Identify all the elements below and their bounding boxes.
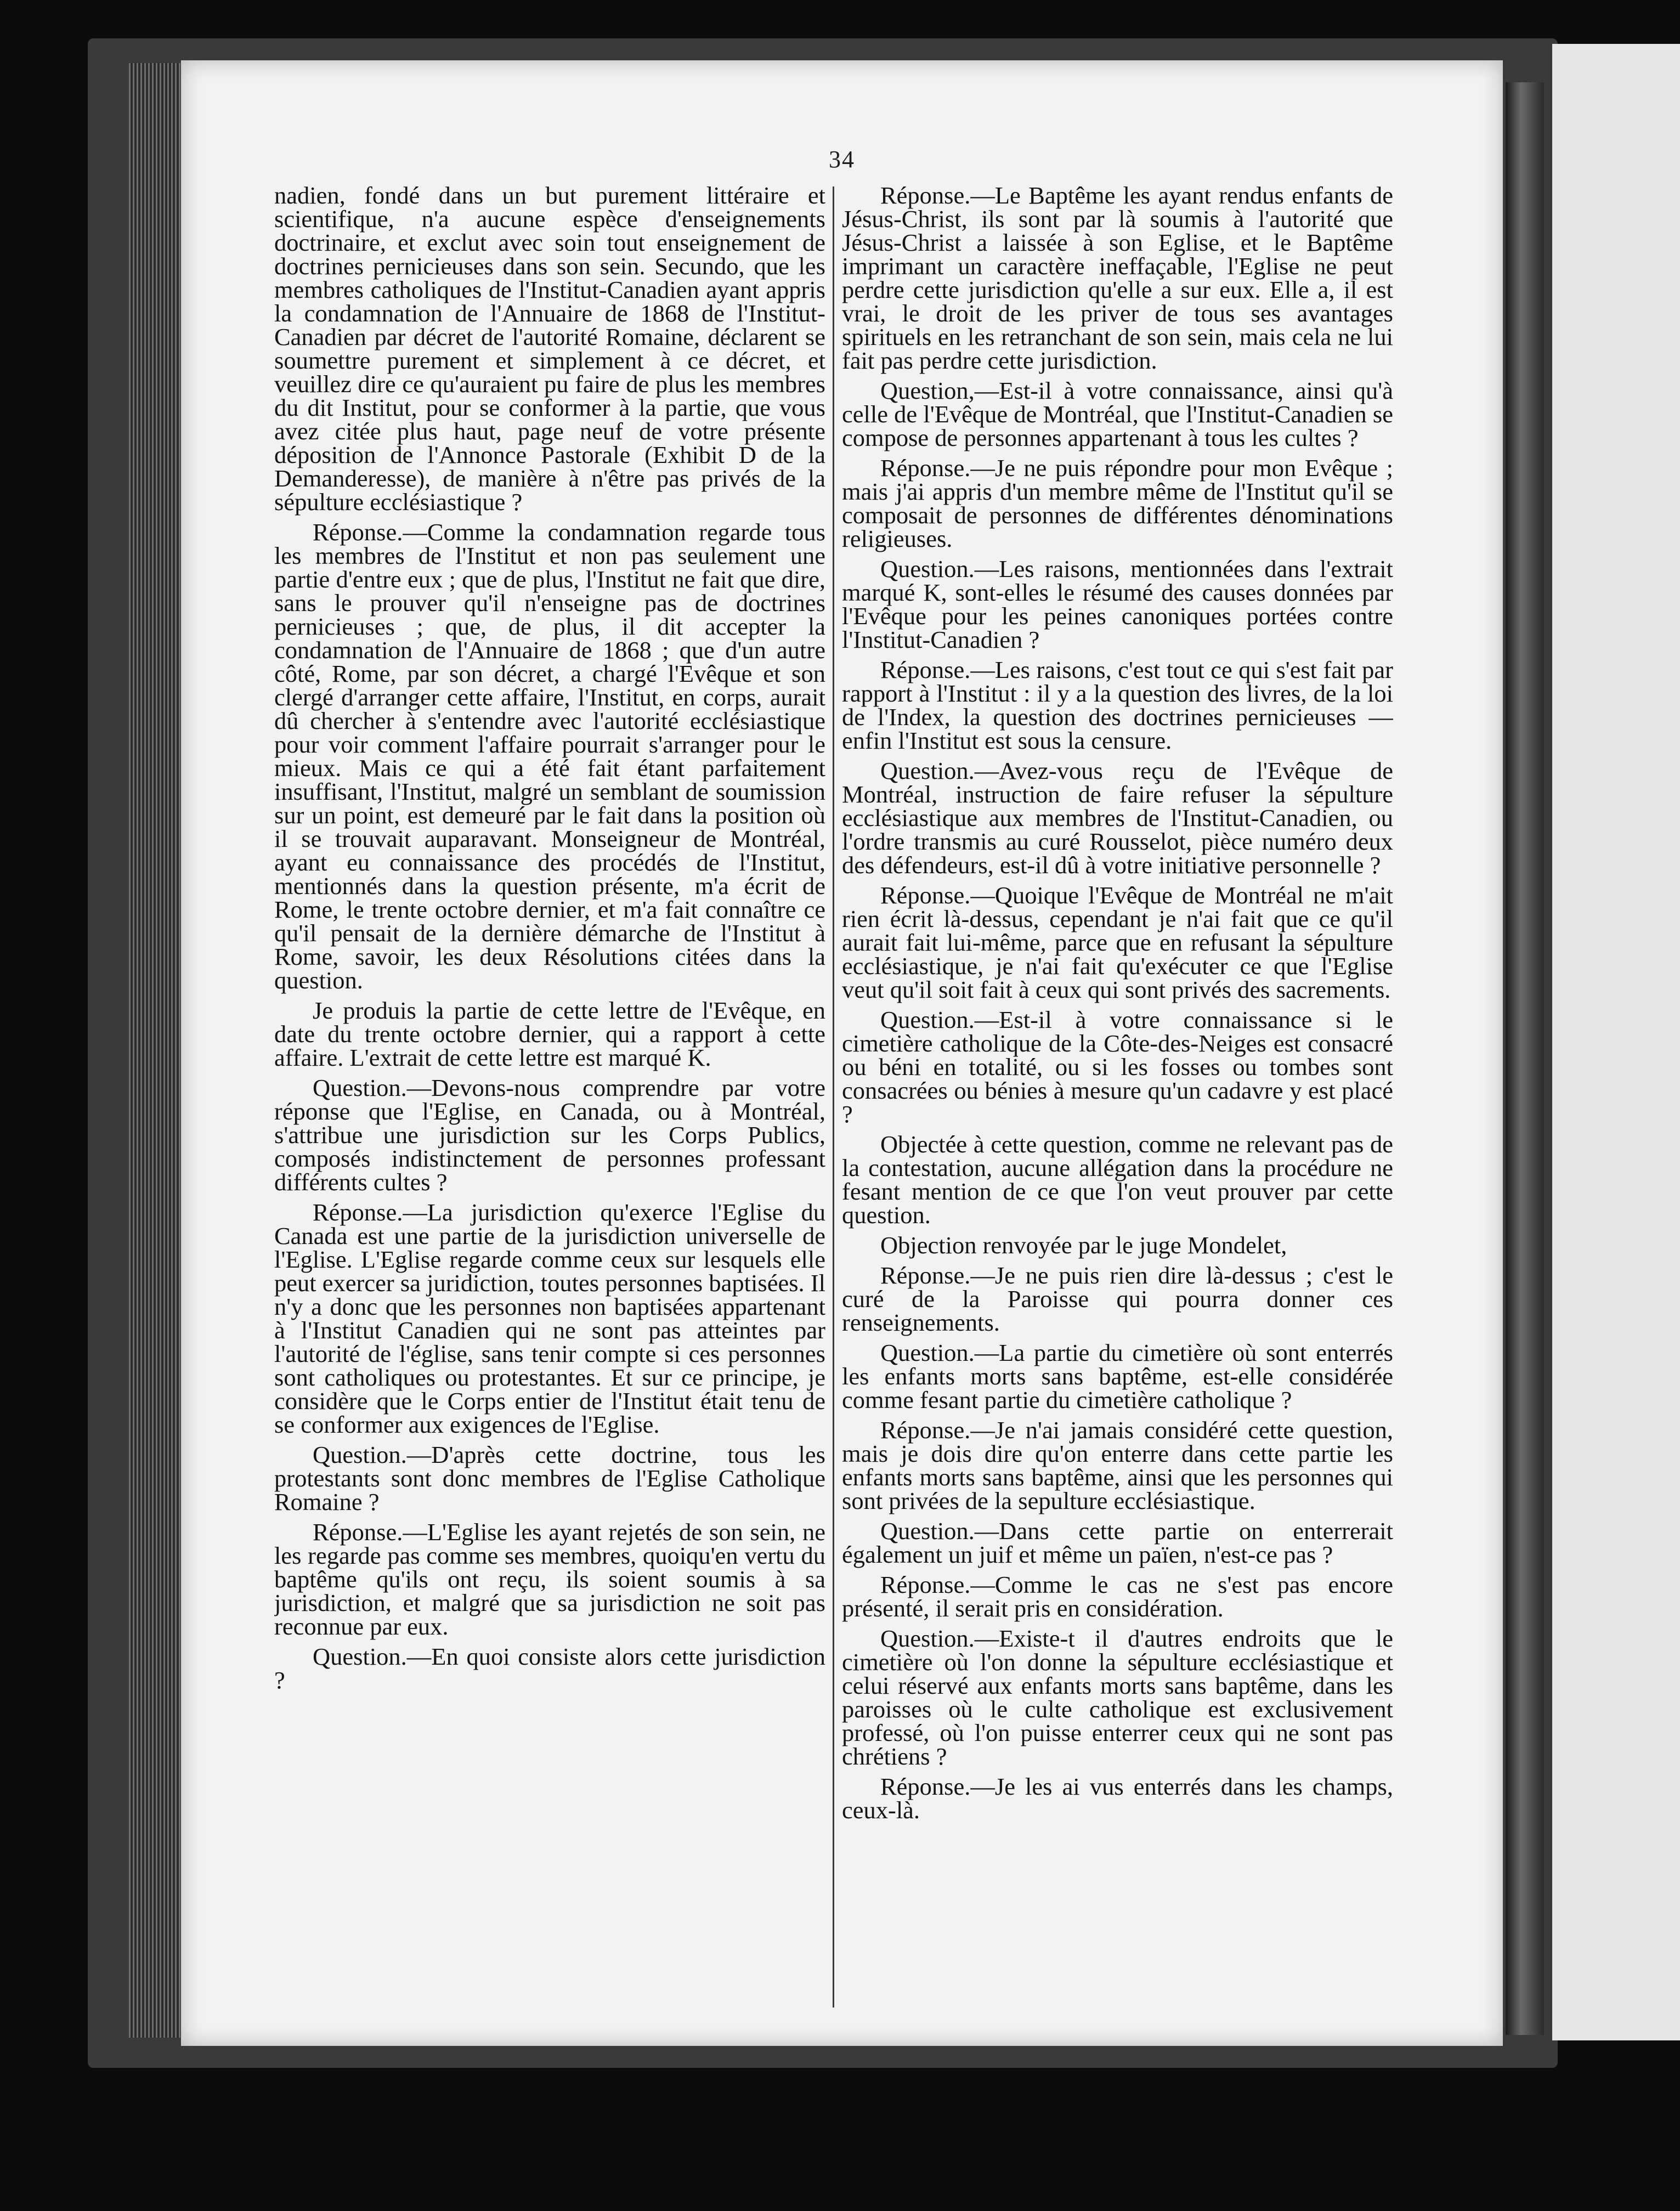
paragraph: Réponse.—La jurisdiction qu'exerce l'Eglise du Canada est une partie de la jurisdiction universelle de l'Eglise. L'Eglise regarde comme ceux sur lesquels elle peut exercer sa juridiction, toutes personnes baptisées. Il n'y a donc que les personnes non baptisées appartenant à l'Institut Canadien qui ne sont pas atteintes par l'autorité de l'église, sans tenir compte si ces personnes sont catholiques ou protestantes. Et sur ce principe, je considère que le Corps entier de l'Institut était tenu de se conformer aux exigences de l'Eglise.	[274, 1198, 825, 1438]
paragraph: nadien, fondé dans un but purement littéraire et scientifique, n'a aucune espèce d'enseignements doctrinaire, et exclut avec soin tout enseignement de doctrines pernicieuses dans son sein. Secundo, que les membres catholiques de l'Institut-Canadien ayant appris la condamnation de l'Annuaire de 1868 de l'Institut-Canadien par décret de l'autorité Romaine, déclarent se soumettre purement et simplement à ce décret, et veuillez dire ce qu'auraient pu faire de plus les membres du dit Institut, pour se conformer à la partie, que vous avez citée plus haut, page neuf de votre présente déposition de l'Annonce Pastorale (Exhibit D de la Demanderesse), de manière à n'être pas privés de la sépulture ecclésiastique ?	[274, 184, 825, 516]
paragraph: Réponse.—Comme le cas ne s'est pas encore présenté, il serait pris en considération.	[842, 1571, 1393, 1622]
paragraph: Question.—La partie du cimetière où sont enterrés les enfants morts sans baptême, est-elle considérée comme fesant partie du cimetière catholique ?	[842, 1339, 1393, 1413]
paragraph: Question.—Les raisons, mentionnées dans l'extrait marqué K, sont-elles le résumé des causes données par l'Evêque pour les peines canoniques portées contre l'Institut-Canadien ?	[842, 555, 1393, 653]
paragraph: Réponse.—Les raisons, c'est tout ce qui s'est fait par rapport à l'Institut : il y a la question des livres, de la loi de l'Index, la question des doctrines pernicieuses — enfin l'Institut est sous la censure.	[842, 656, 1393, 754]
paragraph: Réponse.—L'Eglise les ayant rejetés de son sein, ne les regarde pas comme ses membres, quoiqu'en vertu du baptême qu'ils ont reçu, ils soient soumis à sa jurisdiction, et malgré que sa jurisdiction ne soit pas reconnue par eux.	[274, 1518, 825, 1640]
paragraph: Réponse.—Le Baptême les ayant rendus enfants de Jésus-Christ, ils sont par là soumis à l'autorité que Jésus-Christ a laissée à son Eglise, et le Baptême imprimant un caractère ineffaçable, l'Eglise ne peut perdre cette jurisdiction qu'elle a sur eux. Elle a, il est vrai, le droit de les priver de tous ses avantages spirituels en les retranchant de son sein, mais cela ne lui fait pas perdre cette jurisdiction.	[842, 184, 1393, 374]
paragraph: Réponse.—Je ne puis rien dire là-dessus ; c'est le curé de la Paroisse qui pourra donner ces renseignements.	[842, 1262, 1393, 1336]
paragraph: Réponse.—Je les ai vus enterrés dans les champs, ceux-là.	[842, 1773, 1393, 1824]
column-divider	[833, 186, 834, 2008]
paragraph: Réponse.—Comme la condamnation regarde tous les membres de l'Institut et non pas seulement une partie d'entre eux ; que de plus, l'Institut ne fait que dire, sans le prouver qu'il n'enseigne pas de doctrines pernicieuses ; que, de plus, il dit accepter la condamnation de l'Annuaire de 1868 ; que d'un autre côté, Rome, par son décret, a chargé l'Evêque et son clergé d'arranger cette affaire, l'Institut, en corps, aurait dû chercher à s'entendre avec l'autorité ecclésiastique pour voir comment l'affaire pourrait s'arranger pour le mieux. Mais ce qui a été fait étant parfaitement insuffisant, l'Institut, malgré un semblant de soumission sur un point, est demeuré par le fait dans la position où il se trouvait auparavant. Monseigneur de Montréal, ayant eu connaissance des procédés de l'Institut, mentionnés dans la question présente, m'a écrit de Rome, le trente octobre dernier, et m'a fait connaître ce qu'il pensait de la dernière démarche de l'Institut à Rome, savoir, les deux Résolutions citées dans la question.	[274, 518, 825, 994]
paragraph: Question.—En quoi consiste alors cette jurisdiction ?	[274, 1643, 825, 1694]
paragraph: Réponse.—Je ne puis répondre pour mon Evêque ; mais j'ai appris d'un membre même de l'Institut qu'il se composait de personnes de différentes dénominations religieuses.	[842, 454, 1393, 552]
paragraph: Question.—Est-il à votre connaissance si le cimetière catholique de la Côte-des-Neiges est consacré ou béni en totalité, ou si les fosses ou tombes sont consacrées ou bénies à mesure qu'un cadavre y est placé ?	[842, 1006, 1393, 1128]
paragraph: Question.—D'après cette doctrine, tous les protestants sont donc membres de l'Eglise Catholique Romaine ?	[274, 1441, 825, 1516]
paragraph: Question,—Est-il à votre connaissance, ainsi qu'à celle de l'Evêque de Montréal, que l'Institut-Canadien se compose de personnes appartenant à tous les cultes ?	[842, 377, 1393, 451]
book-page	[181, 60, 1503, 2046]
left-column	[274, 184, 825, 2049]
paragraph: Je produis la partie de cette lettre de l'Evêque, en date du trente octobre dernier, qui a rapport à cette affaire. L'extrait de cette lettre est marqué K.	[274, 997, 825, 1071]
paragraph: Réponse.—Quoique l'Evêque de Montréal ne m'ait rien écrit là-dessus, cependant je n'ai fait que ce qu'il aurait fait lui-même, parce que en refusant la sépulture ecclésiastique, je n'ai fait qu'exécuter ce que l'Eglise veut qu'il soit fait à ceux qui sont privés des sacrements.	[842, 881, 1393, 1003]
paragraph: Question.—Avez-vous reçu de l'Evêque de Montréal, instruction de faire refuser la sépulture ecclésiastique aux membres de l'Institut-Canadien, ou l'ordre transmis au curé Rousselot, pièce numéro deux des défendeurs, est-il dû à votre initiative personnelle ?	[842, 757, 1393, 879]
page-edges	[129, 63, 186, 2038]
paragraph: Question.—Existe-t il d'autres endroits que le cimetière où l'on donne la sépulture ecclésiastique et celui réservé aux enfants morts sans baptême, dans les paroisses où le culte catholique est exclusivement professé, où l'on puisse enterrer ceux qui ne sont pas chrétiens ?	[842, 1625, 1393, 1770]
paragraph: Question.—Dans cette partie on enterrerait également un juif et même un païen, n'est-ce pas ?	[842, 1517, 1393, 1568]
page-number: 34	[829, 146, 855, 173]
paragraph: Objection renvoyée par le juge Mondelet,	[880, 1231, 1287, 1259]
paragraph: Réponse.—Je n'ai jamais considéré cette question, mais je dois dire qu'on enterre dans cette partie les enfants morts sans baptême, ainsi que les personnes qui sont privées de la sepulture ecclésiastique.	[842, 1416, 1393, 1514]
facing-page-fragment	[1552, 44, 1680, 2040]
right-column	[842, 184, 1393, 2049]
book-spine	[1506, 82, 1544, 2035]
paragraph: Question.—Devons-nous comprendre par votre réponse que l'Eglise, en Canada, ou à Montréal, s'attribue une jurisdiction sur les Corps Publics, composés indistinctement de personnes professant différents cultes ?	[274, 1074, 825, 1196]
paragraph: Objectée à cette question, comme ne relevant pas de la contestation, aucune allégation dans la procédure ne fesant mention de ce que l'on veut prouver par cette question.	[842, 1130, 1393, 1229]
